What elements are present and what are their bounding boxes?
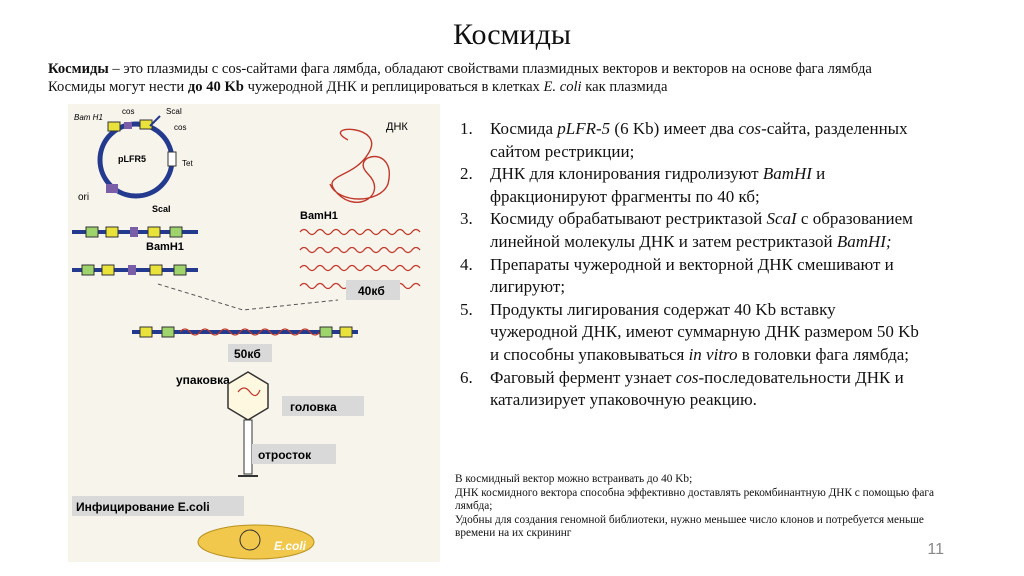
step-text: Космиду обрабатывают рестриктазой [490,209,767,229]
procedure-list [460,118,920,412]
step-1 [460,118,920,163]
label-bamh1-right: BamH1 [300,210,338,222]
intro-line2-a: Космиды могут нести [48,79,188,95]
label-infection: Инфицирование E.coli [76,500,210,514]
intro-line2-b: чужеродной ДНК и реплицироваться в клетках [243,79,544,95]
step-text: с образованием линейной молекулы ДНК и затем рестриктазой [490,209,913,251]
recomb-block-4 [340,327,352,337]
label-bamh1-top: Bam H1 [74,113,103,122]
linear2-block-4 [150,265,162,275]
intro-line2-bold: до 40 Kb [187,79,244,95]
scal-site [124,122,132,129]
linear2-block-5 [174,265,186,275]
step-italic: BamHI; [836,231,892,251]
cosmid-diagram [68,104,440,562]
step-number: 2. [460,164,473,184]
linear2-block-2 [102,265,114,275]
intro-line2-italic: E. coli [543,79,582,95]
intro-line-1 [48,60,1018,78]
step-text: Препараты чужеродной и векторной ДНК смешивают и лигируют; [490,254,894,297]
step-text: ДНК для клонирования гидролизуют [490,164,763,184]
linear1-block-4 [148,227,160,237]
label-tet: Tet [182,159,193,168]
label-cos-1: cos [122,107,135,116]
step-4 [460,254,920,299]
label-cos-2: cos [174,123,187,132]
fragment-1 [300,230,420,235]
page-title: Космиды [452,18,572,51]
fragment-3 [300,266,420,271]
step-text: -последовательности ДНК и катализирует упаковочную реакцию. [490,367,904,410]
intro-text [48,60,1018,96]
step-5 [460,299,920,367]
label-head: головка [290,400,337,414]
cos-site-1 [108,122,120,131]
intro-definition: – это плазмиды с cos-сайтами фага лямбда, обладают свойствами плазмидных векторов и векторов на основе фага лямбда [108,61,872,77]
ori-site [106,184,118,193]
label-scal-top: ScaI [166,107,183,116]
summary-note [455,473,965,541]
fragment-2 [300,248,420,253]
recomb-block-2 [162,327,174,337]
step-italic: cos [738,119,762,138]
label-40kb: 40кб [358,284,385,298]
tet-gene [168,152,176,166]
step-italic: pLFR-5 [557,119,611,138]
step-italic: cos [675,367,699,387]
step-italic: in vitro [688,344,738,364]
label-plasmid: pLFR5 [118,154,146,164]
step-text: Фаговый фермент узнает [490,367,676,387]
step-text: -сайта, разделенных сайтом рестрикции; [490,119,908,161]
step-text: Продукты лигирования содержат 40 Kb вставку чужеродной ДНК, имеют суммарную ДНК размером 50 Kb и способны упаковываться [490,299,919,364]
label-scal-cut: ScaI [152,204,171,214]
intro-line-2 [48,78,1018,96]
note-line-3: Удобны для создания геномной библиотеки, нужно меньшее число клонов и потребуется меньше времени на их скрининг [455,513,924,539]
phage-head [228,372,268,420]
step-text: Космида [490,119,558,138]
recomb-block-1 [140,327,152,337]
step-text: в головки фага лямбда; [737,344,910,364]
step-number: 6. [460,367,473,387]
linear2-block-1 [82,265,94,275]
intro-term: Космиды [48,61,109,77]
page-number: 11 [927,541,944,558]
step-number: 1. [460,119,473,138]
foreign-dna-tangle [330,129,389,202]
linear1-block-5 [170,227,182,237]
label-50kb: 50кб [234,347,261,361]
step-number: 4. [460,254,473,274]
label-tail: отросток [258,448,312,462]
step-number: 3. [460,209,473,229]
step-6 [460,367,920,412]
label-ori: ori [78,192,90,203]
step-text: и фракционируют фрагменты по 40 кб; [490,164,826,206]
linear1-block-3 [130,227,138,237]
cosmid-cloning-figure [68,104,440,562]
linear1-block-2 [106,227,118,237]
label-dna: ДНК [386,121,408,133]
recomb-block-3 [320,327,332,337]
intro-line2-c: как плазмида [581,79,668,95]
step-number: 5. [460,299,473,319]
linear1-block-1 [86,227,98,237]
step-3 [460,208,920,253]
note-line-1: В космидный вектор можно встраивать до 40 Kb; [455,473,693,485]
label-packaging: упаковка [176,373,230,387]
step-text: (6 Kb) имеет два [610,119,739,138]
label-bamh1-cut: BamH1 [146,241,184,253]
phage-tail [244,420,252,474]
step-italic: ScaI [766,209,797,229]
step-2 [460,163,920,208]
linear2-block-3 [128,265,136,275]
note-line-2: ДНК космидного вектора способна эффективно доставлять рекомбинантную ДНК с помощью фага лямбда; [455,486,935,512]
step-italic: BamHI [762,164,812,184]
label-ecoli: E.coli [274,539,307,553]
